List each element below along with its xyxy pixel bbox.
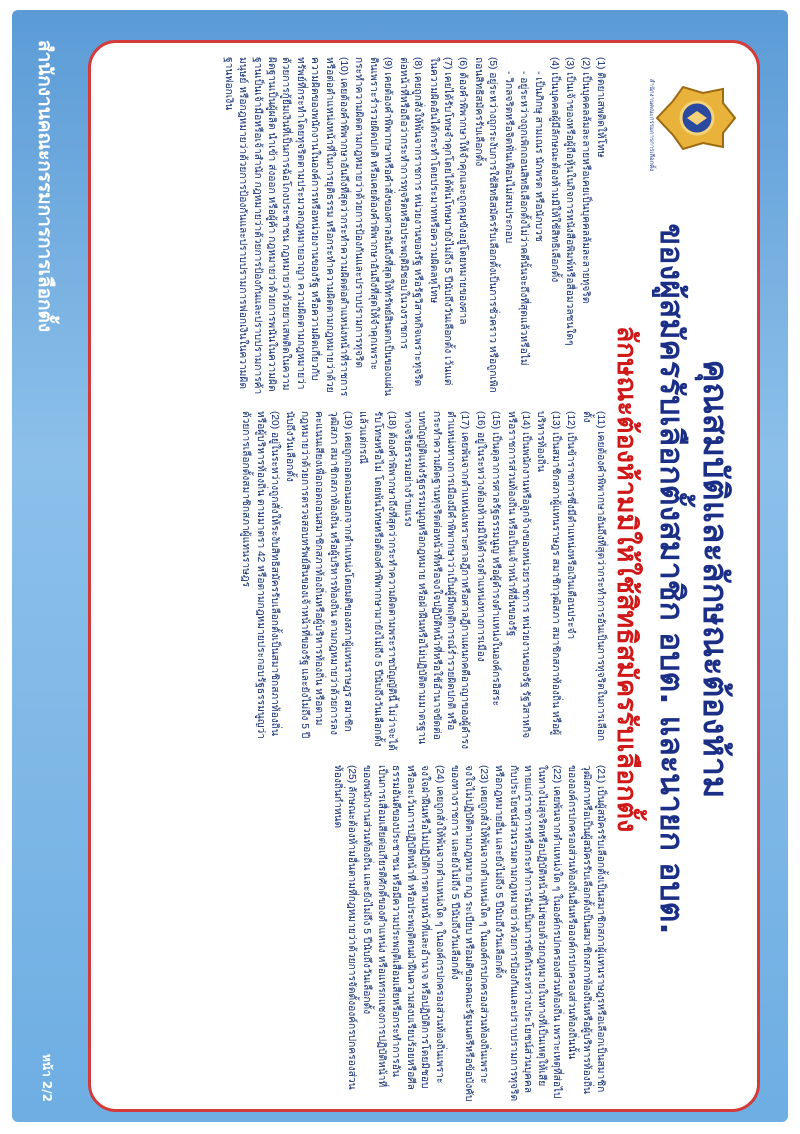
poster-frame <box>12 10 788 1122</box>
list-item: (23) เคยถูกสั่งให้พ้นจากตำแหน่งใด ๆ ในองค์กรปกครองส่วนท้องถิ่นเพราะจงใจไม่ปฏิบัติตามกฎหมาย กฎ ระเบียบ หรือมติของคณะรัฐมนตรีหรือข้อบังคับของทางราชการ และยังไม่ถึง 5 ปีนับถึงวันเลือกตั้ง <box>448 765 489 1102</box>
logo-caption: สำนักงานคณะกรรมการการเลือกตั้ง <box>648 78 655 172</box>
list-item: (12) เป็นข้าราชการซึ่งมีตำแหน่งหรือเงินเดือนประจำ <box>565 411 577 640</box>
list-item: (18) ต้องคำพิพากษาถึงที่สุดว่ากระทำความผิดตามพระราชบัญญัตินี้ ไม่ว่าจะได้รับโทษหรือไม่ โดยพ้นโทษหรือต้องคำพิพากษามายังไม่ถึง 5 ปีนับถึงวันเลือกตั้ง แล้วแต่กรณี <box>357 411 398 751</box>
column-1 <box>219 57 607 397</box>
list-item: (3) เป็นเจ้าของหรือผู้ถือหุ้นในกิจการหนังสือพิมพ์หรือสื่อมวลชนใดๆ <box>564 57 576 346</box>
list-item: (17) เคยพ้นจากตำแหน่งเพราะศาลฎีกาหรือศาลฎีกาแผนกคดีอาญาของผู้ดำรงตำแหน่งทางการเมืองมีคำพิพากษาว่าเป็นผู้มีพฤติการณ์ร่ำรวยผิดปกติ หรือกระทำความผิดฐานทุจริตต่อหน้าที่หรือจงใจปฏิบัติหน้าที่หรือใช้อำนาจขัดต่อบทบัญญัติแห่งรัฐธรรมนูญหรือกฎหมาย หรือฝ่าฝืนหรือไม่ปฏิบัติตามมาตรฐานทางจริยธรรมอย่างร้ายแรง <box>401 411 471 749</box>
list-subitem: - วิกลจริตหรือจิตฟั่นเฟือนไม่สมประกอบ <box>502 71 514 244</box>
list-item: (10) เคยต้องคำพิพากษาอันถึงที่สุดว่ากระทำความผิดต่อตำแหน่งหน้าที่ราชการหรือต่อตำแหน่งหน้าที่ในการยุติธรรม หรือกระทำความผิดตามกฎหมายว่าด้วยความผิดของพนักงานในองค์การหรือหน่วยงานของรัฐ หรือความผิดเกี่ยวกับทรัพย์ที่กระทำโดยทุจริตตามประมวลกฎหมายอาญา ความผิดตามกฎหมายว่าด้วยการกู้ยืมเงินที่เป็นการฉ้อโกงประชาชน กฎหมายว่าด้วยยาเสพติดในความผิดฐานเป็นผู้ผลิต นำเข้า ส่งออก หรือผู้ค้า กฎหมายว่าด้วยการพนันในความผิดฐานเป็นเจ้ามือหรือเจ้าสำนัก กฎหมายว่าด้วยการป้องกันและปราบปรามการค้ามนุษย์ หรือกฎหมายว่าด้วยการป้องกันและปราบปรามการฟอกเงินในความผิดฐานฟอกเงิน <box>222 57 350 397</box>
list-item: (2) เป็นบุคคลล้มละลายหรือเคยเป็นบุคคลล้มละลายทุจริต <box>579 57 591 304</box>
list-item: (15) เป็นตุลาการศาลรัฐธรรมนูญ หรือผู้ดำรงตำแหน่งในองค์กรอิสระ <box>490 411 502 707</box>
list-item: (7) เคยได้รับโทษจำคุกโดยได้พ้นโทษมายังไม่ถึง 5 ปีนับถึงวันเลือกตั้ง เว้นแต่ในความผิดอันได้กระทำโดยประมาทหรือความผิดลหุโทษ <box>427 57 453 386</box>
page-number: หน้า 2/2 <box>40 1053 54 1102</box>
list-item: (20) อยู่ในระหว่างถูกสั่งให้ระงับสิทธิสมัครรับเลือกตั้งเป็นสมาชิกสภาท้องถิ่นหรือผู้บริหารท้องถิ่น ตามมาตรา 42 หรือตามกฎหมายประกอบรัฐธรรมนูญว่าด้วยการเลือกตั้งสมาชิกสภาผู้แทนราษฎร <box>240 411 281 739</box>
list-item: (21) เป็นผู้สมัครรับเลือกตั้งเป็นสมาชิกสภาผู้แทนราษฎรหรือเลือกเป็นสมาชิกวุฒิสภาหรือเป็นผู้สมัครรับเลือกตั้งเป็นสมาชิกสภาท้องถิ่นหรือผู้บริหารท้องถิ่นขององค์กรปกครองส่วนท้องถิ่นอื่นหรือองค์กรปกครองส่วนท้องถิ่นนั้น <box>566 765 606 1094</box>
list-item: (19) เคยถูกถอดถอนออกจากตำแหน่งโดยมติของสภาผู้แทนราษฎร สมาชิกวุฒิสภา สมาชิกสภาท้องถิ่น หรือผู้บริหารท้องถิ่น ตามกฎหมายว่าด้วยการลงคะแนนเสียงเพื่อถอดถอนสมาชิกสภาท้องถิ่นหรือผู้บริหารท้องถิ่น หรือตามกฎหมายว่าด้วยการตรวจสอบทรัพย์สินของเจ้าหน้าที่ของรัฐ และยังไม่ถึง 5 ปีนับถึงวันเลือกตั้ง <box>284 411 354 739</box>
list-item: (4) เป็นบุคคลผู้มีลักษณะต้องห้ามมิให้ใช้สิทธิเลือกตั้ง <box>548 57 560 283</box>
content-panel <box>88 40 760 1112</box>
page-title-line2: ของผู้สมัครรับเลือกตั้งสมาชิก อบต. และนายก อบต. <box>653 223 691 935</box>
list-item: (6) ต้องคำพิพากษาให้จำคุกและถูกคุมขังอยู่โดยหมายของศาล <box>457 57 469 325</box>
footer <box>16 40 74 1112</box>
list-item: (22) เคยพ้นจากตำแหน่งใด ๆ ในองค์กรปกครองส่วนท้องถิ่น เพราะเหตุที่ส่อไปในทางไม่สุจริตหรือปฏิบัติหน้าที่ไม่ชอบด้วยกฎหมายในทางที่เป็นเหตุให้เสียหายแก่ราชการหรือกระทำการอันเป็นการขัดกันระหว่างประโยชน์ส่วนบุคคลกับประโยชน์ส่วนรวมตามกฎหมายว่าด้วยการป้องกันและปราบปรามการทุจริตหรือกฎหมายอื่น และยังไม่ถึง 5 ปีนับถึงวันเลือกตั้ง <box>493 765 562 1102</box>
list-item: (5) อยู่ระหว่างถูกระงับการใช้สิทธิสมัครรับเลือกตั้งเป็นการชั่วคราว หรือถูกเพิกถอนสิทธิสมัครรับเลือกตั้ง <box>472 57 499 393</box>
list-item: (9) เคยต้องคำพิพากษาหรือคำสั่งของศาลอันถึงที่สุดให้ทรัพย์สินตกเป็นของแผ่นดินเพราะร่ำรวยผิดปกติ หรือเคยต้องคำพิพากษาอันถึงที่สุดให้จำคุกเพราะกระทำความผิดตามกฎหมายว่าด้วยการป้องกันและปราบปรามการทุจริต <box>353 57 394 396</box>
list-item: (8) เคยถูกสั่งให้พ้นจากราชการ หน่วยงานของรัฐ หรือรัฐวิสาหกิจเพราะทุจริตต่อหน้าที่หรือถือว่ากระทำการทุจริตหรือประพฤติมิชอบในวงราชการ <box>397 57 424 387</box>
list-item: (14) เป็นพนักงานหรือลูกจ้างของหน่วยราชการ หน่วยงานของรัฐ รัฐวิสาหกิจ หรือราชการส่วนท้องถิ่น หรือเป็นเจ้าหน้าที่อื่นของรัฐ <box>505 411 531 739</box>
list-item: (13) เป็นสมาชิกสภาผู้แทนราษฎร สมาชิกวุฒิสภา สมาชิกสภาท้องถิ่น หรือผู้บริหารท้องถิ่น <box>535 411 561 736</box>
list-subitem: - อยู่ระหว่างถูกเพิกถอนสิทธิเลือกตั้งไม่ว่าคดีนั้นจะถึงที่สุดแล้วหรือไม่ <box>517 71 529 366</box>
footer-organization: สำนักงานคณะกรรมการการเลือกตั้ง <box>34 40 56 333</box>
list-item: (16) อยู่ในระหว่างต้องห้ามมิให้ดำรงตำแหน่งทางการเมือง <box>474 411 486 662</box>
list-item: (1) ติดยาเสพติดให้โทษ <box>595 57 606 158</box>
column-2 <box>237 411 607 751</box>
column-3 <box>328 765 607 1103</box>
section-subtitle: ลักษณะต้องห้ามมิให้ใช้สิทธิสมัครรับเลือกตั้ง <box>611 325 642 833</box>
list-item: (24) เคยถูกสั่งให้พ้นจากตำแหน่งใด ๆ ในองค์กรปกครองส่วนท้องถิ่นเพราะจงใจฝ่าฝืนหรือไม่ปฏิบัติการตามหน้าที่และอำนาจ หรือปฏิบัติการโดยมิชอบ หรือละเว้นการปฏิบัติหน้าที่ หรือประพฤติตนฝ่าฝืนความสงบเรียบร้อยหรือศีลธรรมอันดีของประชาชน หรือมีความประพฤติเสื่อมเสียหรือกระทำการอันเป็นการเสื่อมเสียต่อเกียรติศักดิ์ของตำแหน่ง หรือแทรกแซงการปฏิบัติหน้าที่ของพนักงานส่วนท้องถิ่น และยังไม่ถึง 5 ปีนับถึงวันเลือกตั้ง <box>361 765 445 1090</box>
list-item: (11) เคยต้องคำพิพากษาอันถึงที่สุดว่ากระทำการอันเป็นการทุจริตในการเลือกตั้ง <box>580 411 606 742</box>
list-subitem: - เป็นภิกษุ สามเณร นักพรต หรือนักบวช <box>533 71 545 242</box>
list-item: (25) ลักษณะต้องห้ามอื่นตามที่กฎหมายว่าด้วยการจัดตั้งองค์กรปกครองส่วนท้องถิ่นกำหนด <box>331 765 358 1090</box>
page-title: คุณสมบัติและลักษณะต้องห้าม <box>695 359 735 799</box>
